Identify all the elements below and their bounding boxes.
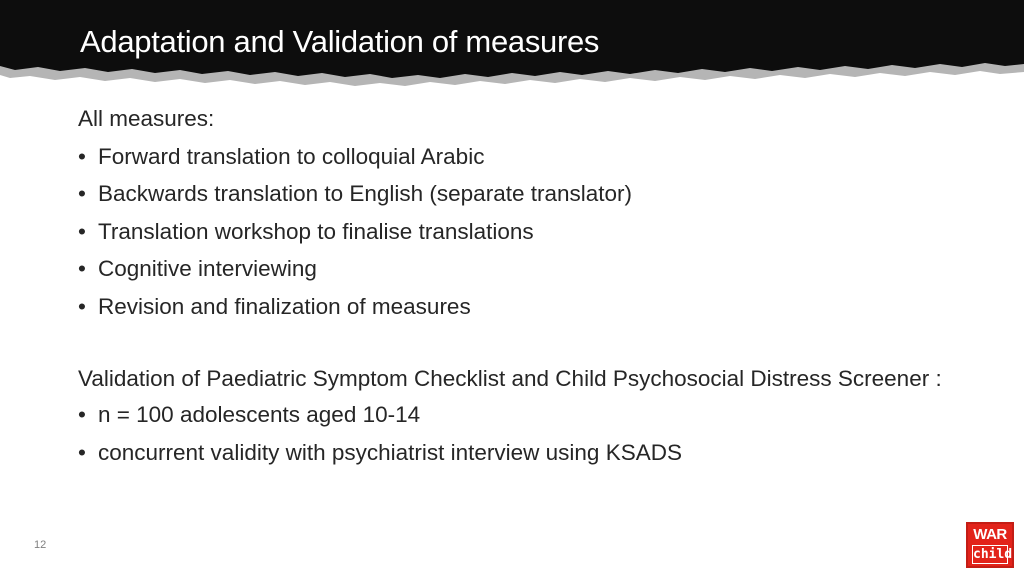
section-spacer: [78, 325, 978, 363]
logo-text-bottom: child: [973, 547, 1013, 562]
list-item: [78, 288, 978, 326]
bullet-list-all-measures: [78, 138, 978, 326]
list-item: [78, 138, 978, 176]
bullet-icon: •: [78, 402, 86, 427]
logo-text-top: WAR: [973, 526, 1007, 543]
list-item: [78, 396, 978, 434]
list-item-text: Backwards translation to English (separate translator): [98, 181, 633, 206]
list-item-text: Revision and finalization of measures: [98, 293, 471, 319]
war-child-logo: [966, 522, 1014, 568]
list-item: [78, 250, 978, 288]
bullet-icon: •: [78, 218, 86, 244]
section-heading-validation: Validation of Paediatric Symptom Checklist and Child Psychosocial Distress Screener :: [78, 366, 942, 391]
bullet-icon: •: [78, 181, 86, 206]
list-item-text: Cognitive interviewing: [98, 256, 317, 281]
slide-title: Adaptation and Validation of measures: [80, 24, 600, 59]
list-item-text: Forward translation to colloquial Arabic: [98, 143, 485, 169]
bullet-icon: •: [78, 143, 86, 169]
list-item-text: n = 100 adolescents aged 10-14: [98, 402, 421, 427]
section-heading-all-measures: All measures:: [78, 106, 215, 131]
bullet-icon: •: [78, 439, 86, 465]
bullet-list-validation: [78, 396, 978, 471]
list-item: [78, 213, 978, 251]
slide-number: 12: [34, 539, 47, 551]
bullet-icon: •: [78, 293, 86, 319]
list-item: [78, 434, 978, 472]
list-item: [78, 175, 978, 213]
list-item-text: concurrent validity with psychiatrist interview using KSADS: [98, 439, 682, 465]
list-item-text: Translation workshop to finalise translations: [98, 218, 534, 244]
slide-body: [78, 100, 978, 471]
bullet-icon: •: [78, 256, 86, 281]
title-bar: [0, 0, 1024, 92]
